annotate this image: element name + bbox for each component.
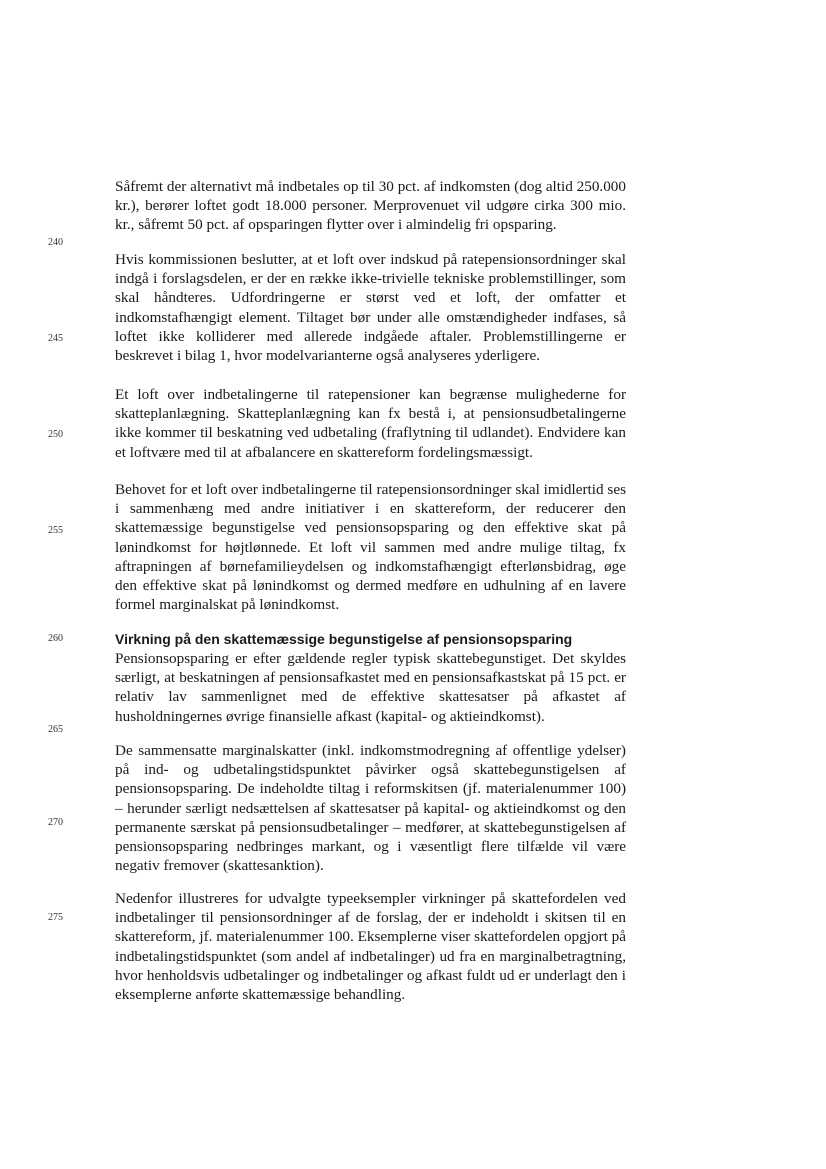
paragraph: Et loft over indbetalingerne til ratepensioner kan begrænse mulighederne for skatteplanlægning. Skatteplanlægning kan fx bestå i, at pensionsudbetalingerne ikke kommer til beskatning ved udbetaling (fraflytning til udlandet). Endvidere kan et loftvære med til at afbalancere en skattereform fordelingsmæssigt. (115, 386, 626, 461)
line-number: 275 (48, 912, 63, 923)
paragraph: De sammensatte marginalskatter (inkl. indkomstmodregning af offentlige ydelser) på ind- og udbetalingstidspunktet påvirker også skattebegunstigelsen af pensionsopsparing. De indeholdte tiltag i reformskitsen (jf. materialenummer 100) – herunder særligt nedsættelsen af skattesatser på kapital- og aktieindkomst og den permanente særskat på pensionsudbetalinger – medfører, at skattebegunstigelsen af pensionsopsparing nedbringes markant, og i væsentligt flere tilfælde vil være negativ fremover (skattesanktion). (115, 742, 626, 875)
paragraph: Såfremt der alternativt må indbetales op til 30 pct. af indkomsten (dog altid 250.000 kr.), berører loftet godt 18.000 personer. Merprovenuet vil udgøre cirka 300 mio. kr., såfremt 50 pct. af opsparingen flytter over i almindelig fri opsparing. (115, 178, 626, 234)
line-number: 250 (48, 429, 63, 440)
line-number: 265 (48, 724, 63, 735)
line-number: 260 (48, 633, 63, 644)
line-number: 245 (48, 333, 63, 344)
paragraph: Behovet for et loft over indbetalingerne til ratepensionsordninger skal imidlertid ses i sammenhæng med andre initiativer i en skattereform, der reducerer den skattemæssige begunstigelse ved pensionsopsparing og den effektive skat på lønindkomst for højtlønnede. Et loft vil sammen med andre mulige tiltag, fx aftrapningen af børnefamilieydelsen og indkomstafhængigt efterlønsbidrag, øge den effektive skat på lønindkomst og dermed medføre en udhulning af en lavere formel marginalskat på lønindkomst. (115, 481, 626, 614)
paragraph: Pensionsopsparing er efter gældende regler typisk skattebegunstiget. Det skyldes særligt, at beskatningen af pensionsafkastet med en pensionsafkastskat på 15 pct. er relativ lav sammenlignet med de effektive skattesatser på afkastet af husholdningernes øvrige finansielle afkast (kapital- og aktieindkomst). (115, 650, 626, 725)
paragraph: Nedenfor illustreres for udvalgte typeeksempler virkninger på skattefordelen ved indbetalinger til pensionsordninger af de forslag, der er indeholdt i skitsen til en skattereform, jf. materialenummer 100. Eksemplerne viser skattefordelen opgjort på indbetalingstidspunktet (som andel af indbetalinger) ud fra en marginalbetragtning, hvor henholdsvis udbetalinger og indbetalinger og afkast fuldt ud er underlagt den i eksemplerne anførte skattemæssige behandling. (115, 890, 626, 1004)
line-number: 270 (48, 817, 63, 828)
line-number: 240 (48, 237, 63, 248)
section-heading: Virkning på den skattemæssige begunstigelse af pensionsopsparing (115, 631, 573, 647)
paragraph: Hvis kommissionen beslutter, at et loft over indskud på ratepensionsordninger skal indgå i forslagsdelen, er der en række ikke-trivielle tekniske problemstillinger, som skal håndteres. Udfordringerne er størst ved et loft, der omfatter et indkomstafhængigt element. Tiltaget bør under alle omstændigheder indfases, så loftet ikke kolliderer med allerede indgåede aftaler. Problemstillingerne er beskrevet i bilag 1, hvor modelvarianterne også analyseres yderligere. (115, 251, 626, 365)
line-number: 255 (48, 525, 63, 536)
